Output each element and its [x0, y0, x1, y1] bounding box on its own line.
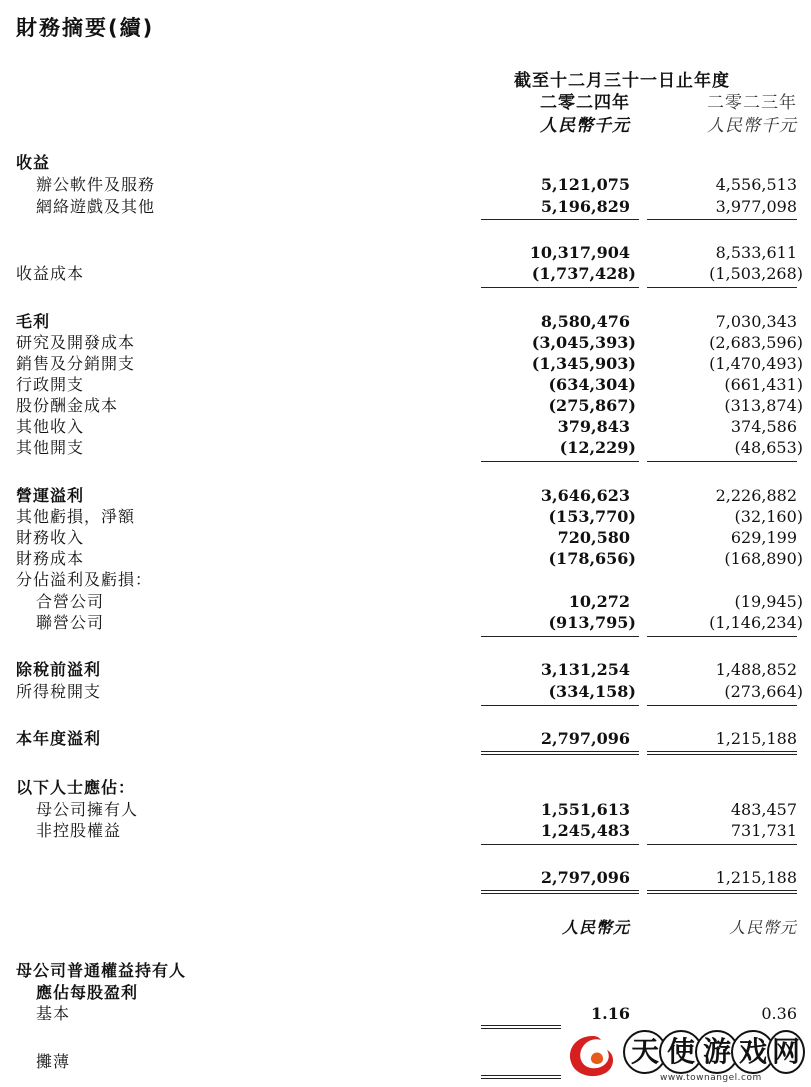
row-label: 非控股權益	[36, 821, 122, 840]
table-row	[0, 528, 811, 548]
section-label: 母公司普通權益持有人	[16, 961, 187, 980]
value-2023: 0.36	[761, 1004, 797, 1023]
subtotal-rule	[647, 844, 797, 845]
value-2024: (178,656)	[548, 549, 636, 568]
table-row	[0, 549, 811, 569]
subtotal-rule	[481, 461, 639, 462]
total-double-rule	[647, 751, 797, 755]
subtotal-rule	[647, 287, 797, 288]
table-row	[0, 486, 811, 506]
table-row	[0, 1004, 811, 1024]
value-2023: 1,215,188	[715, 729, 797, 748]
watermark-char: 网	[767, 1030, 805, 1074]
subtotal-rule	[647, 461, 797, 462]
value-2024: (1,345,903)	[531, 354, 636, 373]
table-row	[0, 918, 811, 938]
subtotal-rule	[481, 705, 639, 706]
year-2023-header: 二零二三年	[707, 93, 797, 113]
table-row	[0, 868, 811, 888]
row-label: 合營公司	[36, 592, 105, 611]
value-2023: (313,874)	[724, 396, 803, 415]
table-row	[0, 570, 811, 590]
value-2023: (273,664)	[724, 682, 803, 701]
row-label: 行政開支	[16, 375, 85, 394]
value-2024: (1,737,428)	[531, 264, 636, 283]
watermark-char: 使	[659, 1030, 703, 1074]
value-2023: (48,653)	[734, 438, 803, 457]
value-2023: 8,533,611	[715, 243, 797, 262]
value-2024: (3,045,393)	[531, 333, 636, 352]
total-double-rule	[481, 1075, 561, 1079]
value-2023: 2,226,882	[715, 486, 797, 505]
value-2023: 1,215,188	[715, 868, 797, 887]
subtotal-rule	[647, 636, 797, 637]
total-double-rule	[647, 890, 797, 894]
total-double-rule	[481, 890, 639, 894]
total-double-rule	[481, 1025, 561, 1029]
watermark-logo	[565, 1028, 805, 1084]
table-row	[0, 800, 811, 820]
table-row	[0, 396, 811, 416]
value-2024: (913,795)	[548, 613, 636, 632]
eps-currency-2023: 人民幣元	[728, 918, 797, 937]
table-row	[0, 312, 811, 332]
watermark-char: 戏	[731, 1030, 775, 1074]
value-2024: 2,797,096	[540, 868, 630, 887]
subtotal-rule	[647, 219, 797, 220]
value-2023: (1,146,234)	[709, 613, 803, 632]
value-2023: (19,945)	[734, 592, 803, 611]
table-row	[0, 438, 811, 458]
currency-2023-header: 人民幣千元	[707, 116, 797, 136]
year-2024-header: 二零二四年	[540, 93, 630, 113]
row-label: 股份酬金成本	[16, 396, 119, 415]
row-label: 其他虧損，淨額	[16, 507, 136, 526]
value-2024: (12,229)	[559, 438, 636, 457]
table-row	[0, 243, 811, 263]
value-2024: (634,304)	[548, 375, 636, 394]
row-label: 財務成本	[16, 549, 85, 568]
table-row	[0, 682, 811, 702]
currency-2024-header: 人民幣千元	[540, 116, 630, 136]
subtotal-rule	[481, 287, 639, 288]
subtotal-rule	[481, 636, 639, 637]
value-2024: 720,580	[557, 528, 630, 547]
row-label: 母公司擁有人	[36, 800, 139, 819]
row-label: 攤薄	[36, 1052, 71, 1071]
table-row	[0, 507, 811, 527]
value-2024: 5,121,075	[540, 175, 630, 194]
value-2024: 1.16	[591, 1004, 630, 1023]
row-label: 其他收入	[16, 417, 85, 436]
value-2024: 3,646,623	[540, 486, 630, 505]
value-2024: 1,551,613	[540, 800, 630, 819]
table-row	[0, 333, 811, 353]
row-label: 銷售及分銷開支	[16, 354, 136, 373]
row-label: 除稅前溢利	[16, 660, 102, 679]
row-label: 聯營公司	[36, 613, 105, 632]
table-row	[0, 354, 811, 374]
value-2023: (1,470,493)	[709, 354, 803, 373]
row-label: 網絡遊戲及其他	[36, 197, 156, 216]
row-label: 毛利	[16, 312, 51, 331]
table-row	[0, 778, 811, 798]
table-row	[0, 660, 811, 680]
value-2023: (1,503,268)	[709, 264, 803, 283]
table-row	[0, 592, 811, 612]
value-2024: 10,272	[568, 592, 630, 611]
value-2024: (153,770)	[548, 507, 636, 526]
table-row	[0, 961, 811, 981]
row-label: 其他開支	[16, 438, 85, 457]
value-2024: 1,245,483	[540, 821, 630, 840]
page-title: 財務摘要(續)	[16, 16, 155, 40]
subtotal-rule	[481, 844, 639, 845]
row-label: 財務收入	[16, 528, 85, 547]
value-2023: (32,160)	[734, 507, 803, 526]
row-label: 辦公軟件及服務	[36, 175, 156, 194]
watermark-char: 天	[623, 1030, 667, 1074]
value-2023: 374,586	[730, 417, 797, 436]
row-label: 本年度溢利	[16, 729, 102, 748]
value-2023: 1,488,852	[715, 660, 797, 679]
table-row	[0, 264, 811, 284]
value-2024: 2,797,096	[540, 729, 630, 748]
value-2023: 629,199	[730, 528, 797, 547]
value-2024: (275,867)	[548, 396, 636, 415]
value-2024: 5,196,829	[540, 197, 630, 216]
eps-currency-2024: 人民幣元	[561, 918, 630, 937]
value-2024: 3,131,254	[540, 660, 630, 679]
value-2024: 10,317,904	[529, 243, 630, 262]
value-2024: 379,843	[557, 417, 630, 436]
table-row	[0, 197, 811, 217]
value-2023: 483,457	[730, 800, 797, 819]
table-row	[0, 153, 811, 173]
table-row	[0, 375, 811, 395]
row-label: 營運溢利	[16, 486, 85, 505]
value-2023: 4,556,513	[715, 175, 797, 194]
period-header: 截至十二月三十一日止年度	[514, 71, 730, 91]
total-double-rule	[481, 751, 639, 755]
value-2023: 3,977,098	[715, 197, 797, 216]
row-label: 研究及開發成本	[16, 333, 136, 352]
value-2023: (168,890)	[724, 549, 803, 568]
subtotal-rule	[647, 705, 797, 706]
section-label: 收益	[16, 153, 51, 172]
value-2023: (661,431)	[724, 375, 803, 394]
subtotal-rule	[481, 219, 639, 220]
row-label: 收益成本	[16, 264, 85, 283]
row-label: 分佔溢利及虧損：	[16, 570, 153, 589]
watermark-url: www.townangel.com	[660, 1073, 762, 1083]
table-row	[0, 729, 811, 749]
value-2023: 731,731	[730, 821, 797, 840]
row-label: 所得稅開支	[16, 682, 102, 701]
value-2024: (334,158)	[548, 682, 636, 701]
swirl-logo-icon	[565, 1032, 621, 1082]
row-label: 基本	[36, 1004, 71, 1023]
value-2023: 7,030,343	[715, 312, 797, 331]
table-row	[0, 613, 811, 633]
watermark-char: 游	[695, 1030, 739, 1074]
table-row	[0, 175, 811, 195]
section-label: 應佔每股盈利	[36, 983, 139, 1002]
value-2024: 8,580,476	[540, 312, 630, 331]
table-row	[0, 417, 811, 437]
table-row	[0, 821, 811, 841]
section-label: 以下人士應佔：	[16, 778, 136, 797]
table-row	[0, 983, 811, 1003]
value-2023: (2,683,596)	[709, 333, 803, 352]
